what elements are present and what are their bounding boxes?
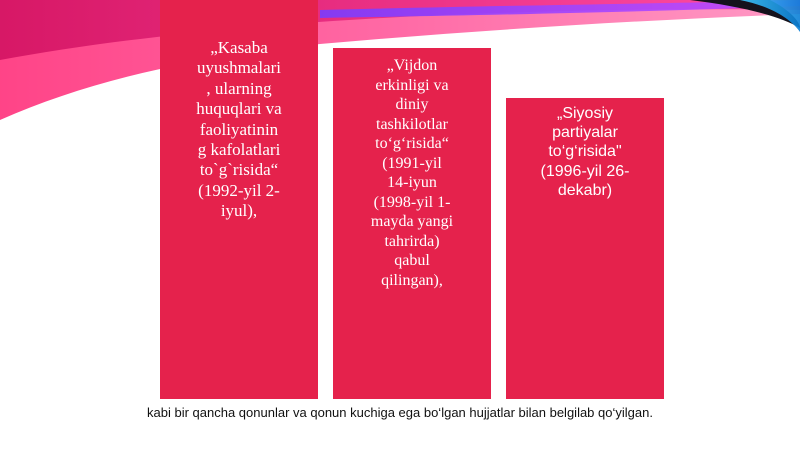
- law-box-freedom-of-conscience-text: „Vijdon erkinligi va diniy tashkilotlar to‘g‘risida“ (1991-yil 14-iyun (1998-yil 1- mayda yangi tahrirda) qabul qilingan),: [370, 57, 454, 289]
- law-box-political-parties-text: „Siyosiy partiyalar to‘g‘risida" (1996-yil 26- dekabr): [540, 105, 630, 199]
- law-box-freedom-of-conscience: [333, 48, 491, 399]
- law-box-trade-unions: [160, 0, 318, 399]
- slide-caption: kabi bir qancha qonunlar va qonun kuchiga ega bo‘lgan hujjatlar bilan belgilab qo‘yilgan.: [147, 405, 653, 420]
- law-box-political-parties: [506, 98, 664, 399]
- law-box-trade-unions-text: „Kasaba uyushmalari , ularning huquqlari va faoliyatinin g kafolatlari to`g`risida“ (1992-yil 2- iyul),: [196, 38, 282, 221]
